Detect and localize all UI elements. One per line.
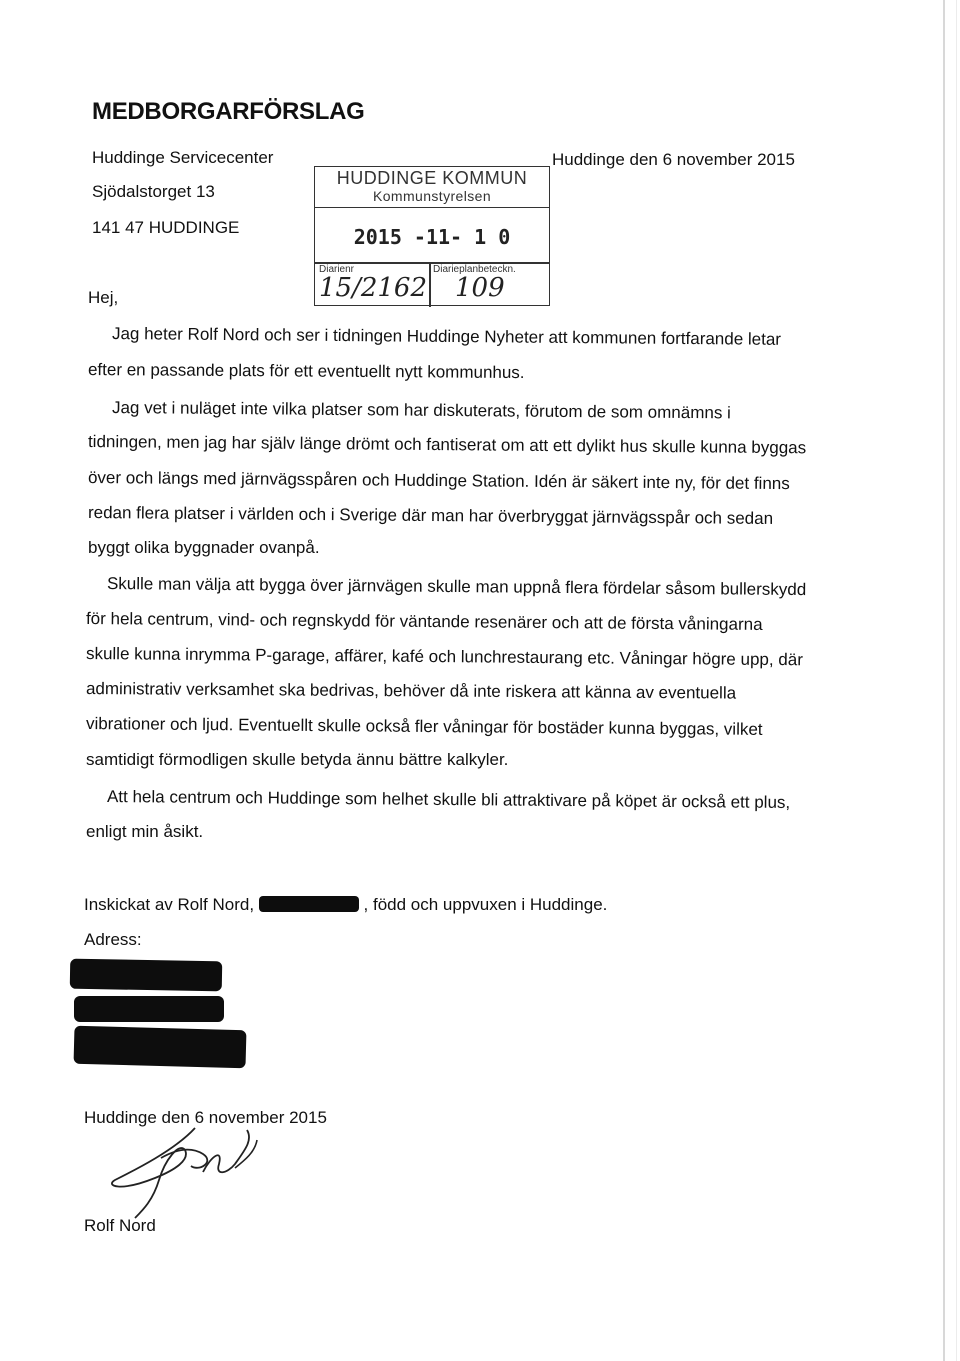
stamp-org: HUDDINGE KOMMUN <box>336 168 528 188</box>
redacted-address-line-3 <box>74 1026 247 1068</box>
greeting: Hej, <box>88 288 119 307</box>
body-line: samtidigt förmodligen skulle betyda ännu bättre kalkyler. <box>86 750 509 769</box>
body-line: efter en passande plats för ett eventuellt nytt kommunhus. <box>87 360 525 383</box>
body-line: skulle kunna inrymma P-garage, affärer, kafé och lunchrestaurang etc. Våningar högre upp, där <box>85 644 804 670</box>
closing-date: Huddinge den 6 november 2015 <box>84 1108 327 1127</box>
body-line: redan flera platser i världen och i Sverige där man har överbryggat järnvägsspår och sedan <box>87 503 774 528</box>
body-line: Jag vet i nuläget inte vilka platser som har diskuterats, förutom de som omnämns i <box>111 398 731 423</box>
stamp-handwritten-plan: 109 <box>455 273 505 303</box>
address-label: Adress: <box>84 930 142 949</box>
scan-edge <box>943 0 945 1361</box>
body-line: enligt min åsikt. <box>86 822 204 841</box>
stamp-label-plan: Diarieplanbeteckn. <box>433 264 516 275</box>
body-line: byggt olika byggnader ovanpå. <box>88 538 320 557</box>
redacted-address-line-2 <box>74 996 224 1022</box>
stamp-label-diarienr: Diarienr <box>319 264 355 275</box>
sender-line-3: 141 47 HUDDINGE <box>92 218 240 237</box>
date-place: Huddinge den 6 november 2015 <box>552 150 795 169</box>
body-line: Skulle man välja att bygga över järnvägen skulle man uppnå flera fördelar såsom bullerskydd <box>106 574 807 600</box>
body-line: Att hela centrum och Huddinge som helhet skulle bli attraktivare på köpet är också ett plus, <box>106 787 791 812</box>
closing-name: Rolf Nord <box>84 1216 156 1235</box>
submitted-by <box>84 894 607 915</box>
stamp-date: 2015 -11- 1 0 <box>353 225 511 249</box>
body-line: över och längs med järnvägsspåren och Huddinge Station. Idén är säkert inte ny, för det finns <box>87 468 790 494</box>
stamp-handwritten-nr: 15/2162 <box>319 273 428 303</box>
sender-line-1: Huddinge Servicecenter <box>92 148 274 167</box>
registration-stamp <box>314 166 550 306</box>
body-line: tidningen, men jag har själv länge drömt och fantiserat om att ett dylikt hus skulle kunna byggas <box>87 432 807 458</box>
body-line: administrativ verksamhet ska bedrivas, behöver då inte riskera att känna av eventuella <box>85 679 737 703</box>
sender-line-2: Sjödalstorget 13 <box>92 182 215 201</box>
redacted-personal-id <box>259 896 359 912</box>
body-line: vibrationer och ljud. Eventuellt skulle också fler våningar för bostäder kunna byggas, vilket <box>85 714 763 739</box>
stamp-header <box>315 167 549 208</box>
handwritten-signature <box>95 1120 285 1220</box>
body-line: Jag heter Rolf Nord och ser i tidningen Huddinge Nyheter att kommunen fortfarande letar <box>111 324 782 349</box>
body-line: för hela centrum, vind- och regnskydd för väntande resenärer och att de första våningarna <box>85 609 763 634</box>
submitted-prefix: Inskickat av Rolf Nord, <box>84 895 255 914</box>
submitted-suffix: , född och uppvuxen i Huddinge. <box>363 895 608 914</box>
redacted-address-line-1 <box>70 959 223 992</box>
document-heading: MEDBORGARFÖRSLAG <box>92 98 365 125</box>
stamp-dept: Kommunstyrelsen <box>372 188 492 204</box>
scan-edge-faint <box>956 0 957 1361</box>
stamp-column-divider <box>429 262 431 307</box>
